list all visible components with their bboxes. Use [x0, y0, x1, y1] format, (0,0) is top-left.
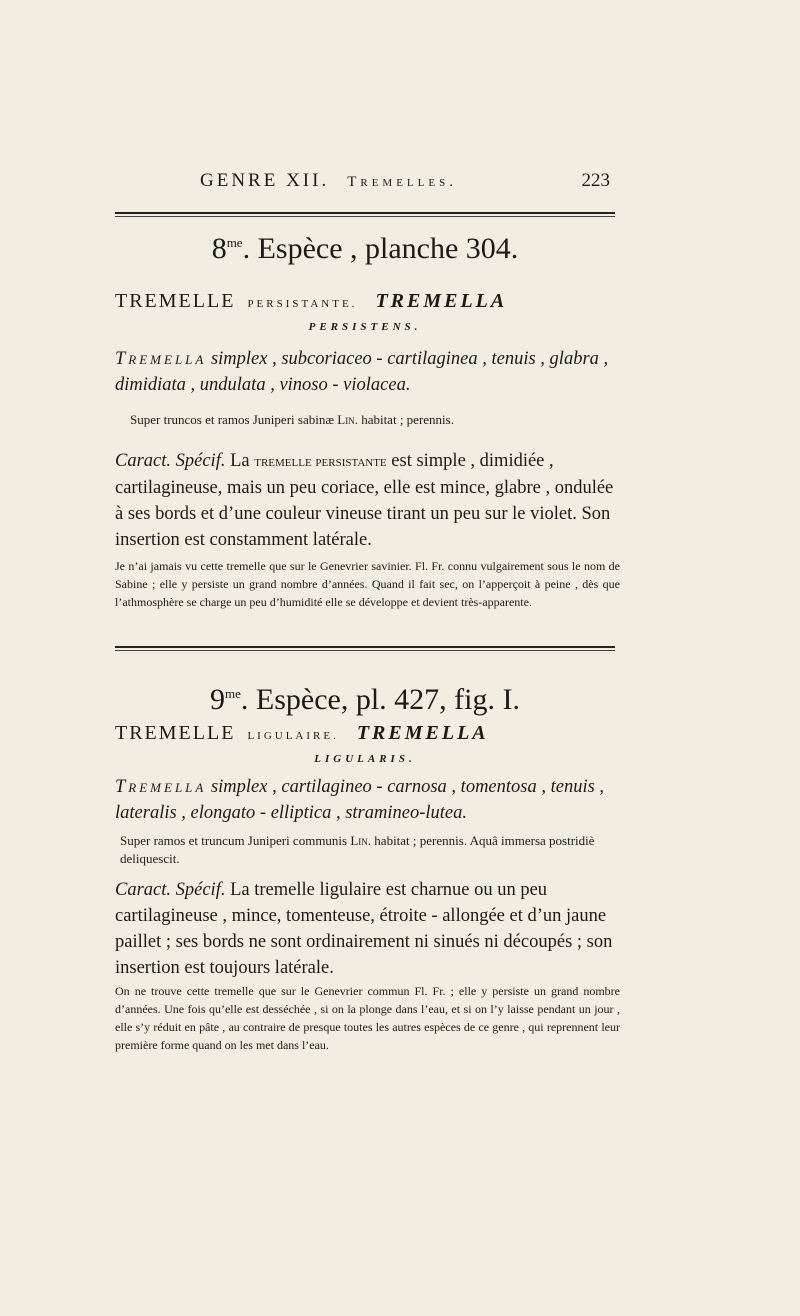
diagnosis-genus: Tremella	[115, 349, 207, 369]
title-rest: . Espèce , planche 304.	[242, 232, 519, 265]
habitat-author: Lin.	[350, 833, 372, 848]
caract-name: tremelle persistante	[254, 454, 387, 470]
diagnosis-text: simplex , cartilagineo - carnosa , tomentosa , tenuis , lateralis , elongato - elliptica , stramineo-lutea.	[115, 777, 605, 823]
french-epithet: PERSISTANTE.	[247, 298, 358, 310]
diagnosis-genus: Tremella	[115, 777, 207, 797]
title-suffix: me	[225, 686, 241, 701]
note-text: On ne trouve cette tremelle que sur le Genevrier commun Fl. Fr. ; elle y persiste un grand nombre d’années. Une fois qu’elle est desséchée , si on la plonge dans l’eau, et si on l’y laisse pendant un jour , elle s’y réduit en pâte , au contraire de presque toutes les autres espèces de ce genre , qui reprennent leur première forme quand on les met dans l’eau.	[115, 984, 620, 1052]
latin-epithet: LIGULARIS.	[314, 753, 416, 765]
title-ordinal: 8	[211, 232, 227, 265]
caract-text: La tremelle ligulaire est charnue ou un peu cartilagineuse , mince, tomenteuse, étroite - allongée et d’un jaune paillet ; ses bords ne sont ordinairement ni sinués ni découpés ; son insertion est toujours latérale.	[115, 880, 613, 978]
species-8-note	[115, 557, 620, 611]
habitat-text: Super truncos et ramos Juniperi sabinæ	[130, 412, 338, 427]
genre-label: GENRE XII.	[200, 170, 330, 191]
habitat-text: Super ramos et truncum Juniperi communis	[120, 833, 351, 848]
page-number: 223	[581, 170, 610, 191]
french-epithet: LIGULAIRE.	[247, 730, 339, 742]
french-name: TREMELLE	[115, 722, 236, 744]
caract-label: Caract. Spécif.	[115, 451, 226, 471]
french-name: TREMELLE	[115, 290, 236, 312]
habitat-text-end: habitat ; perennis. Aquâ immersa postridiè deliquescit.	[120, 833, 595, 866]
species-9-habitat	[120, 832, 625, 868]
title-ordinal: 9	[210, 683, 225, 716]
latin-name: TREMELLA	[356, 722, 489, 744]
species-8-habitat	[130, 411, 635, 429]
species-9-characteristics	[115, 877, 620, 981]
latin-epithet: PERSISTENS.	[308, 321, 422, 333]
species-9-note	[115, 982, 620, 1054]
species-8-title	[115, 232, 615, 266]
caract-pre: La	[225, 451, 255, 471]
section-rule	[115, 646, 615, 648]
species-9-names	[115, 722, 615, 765]
habitat-author: Lin.	[337, 412, 358, 427]
habitat-text-end: habitat ; perennis.	[357, 412, 454, 427]
title-suffix: me	[226, 235, 243, 250]
species-8-diagnosis	[115, 346, 620, 398]
running-header	[200, 170, 610, 192]
header-rule	[115, 212, 615, 214]
family-label: Tremelles.	[347, 174, 457, 190]
note-text: Je n’ai jamais vu cette tremelle que sur le Genevrier savinier. Fl. Fr. connu vulgairement sous le nom de Sabine ; elle y persiste un grand nombre d’années. Quand il fait sec, on l’apperçoit à peine , dès que l’athmosphère se charge un peu d’humidité elle se développe et devient très-apparente.	[115, 559, 620, 609]
latin-name: TREMELLA	[375, 290, 508, 312]
species-9-title	[115, 683, 615, 717]
species-8-characteristics	[115, 448, 620, 553]
species-8-names	[115, 290, 615, 333]
caract-text: est simple , dimidiée , cartilagineuse, mais un peu coriace, elle est mince, glabre , ondulée à ses bords et d’une couleur vineuse tirant un peu sur le violet. Son insertion est constamment latérale.	[115, 451, 614, 550]
diagnosis-text: simplex , subcoriaceo - cartilaginea , tenuis , glabra , dimidiata , undulata , vinoso - violacea.	[115, 349, 609, 395]
caract-label: Caract. Spécif.	[115, 880, 226, 900]
title-rest: . Espèce, pl. 427, fig. I.	[240, 683, 520, 716]
species-9-diagnosis	[115, 774, 620, 826]
